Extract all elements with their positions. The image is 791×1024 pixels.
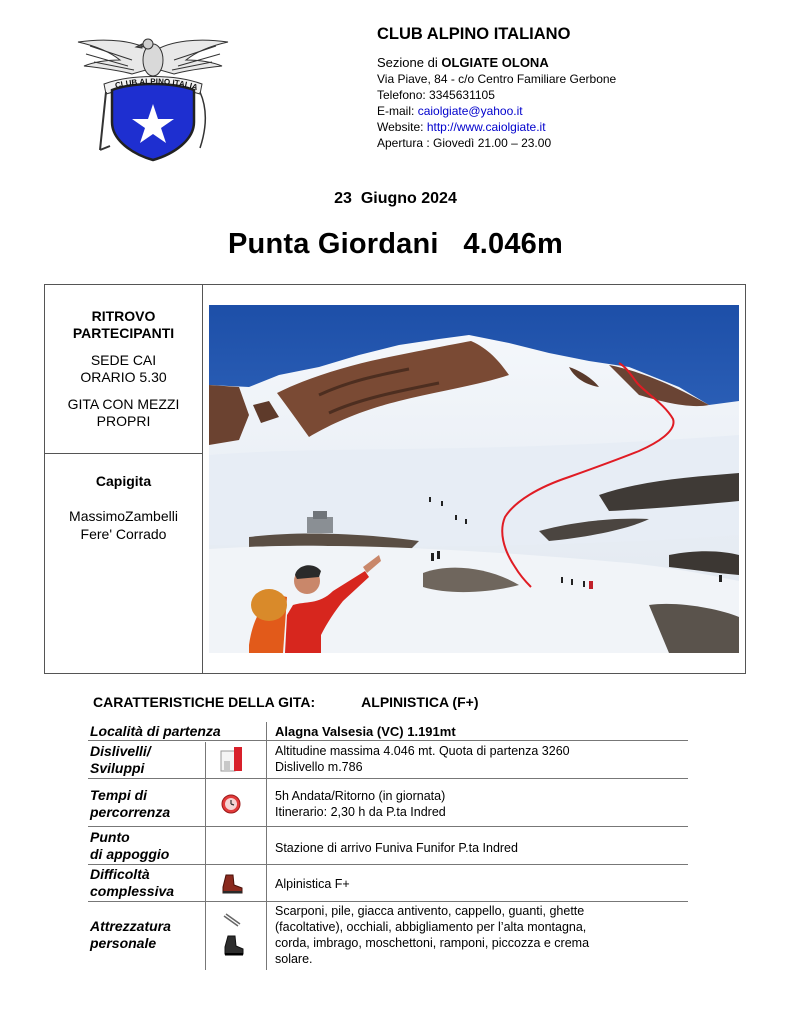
- row-label: Dislivelli/: [90, 743, 151, 759]
- ritrovo-section: [45, 285, 202, 454]
- row-value: Dislivello m.786: [275, 760, 363, 774]
- row-label: Punto: [90, 829, 130, 845]
- row-value: Alagna Valsesia (VC) 1.191mt: [275, 724, 456, 739]
- address: Via Piave, 84 - c/o Centro Familiare Gerbone: [377, 72, 617, 86]
- row-label: complessiva: [90, 883, 175, 899]
- row-label: Attrezzatura: [90, 918, 171, 934]
- elevation-chart-icon: [220, 745, 244, 778]
- ritrovo-heading-line1: RITROVO: [91, 308, 156, 324]
- row-label: Difficoltà: [90, 866, 150, 882]
- row-value: Alpinistica F+: [275, 877, 350, 891]
- capigita-heading: Capigita: [95, 473, 152, 489]
- organization-info: [377, 24, 777, 151]
- website-link[interactable]: http://www.caiolgiate.it: [426, 120, 546, 134]
- email-link[interactable]: caiolgiate@yahoo.it: [417, 104, 523, 118]
- opening-hours: Apertura : Giovedì 21.00 – 23.00: [377, 136, 552, 150]
- row-value: (facoltative), occhiali, abbigliamento per l’alta montagna,: [275, 920, 587, 934]
- table-row: [88, 827, 688, 865]
- row-value: solare.: [275, 952, 313, 966]
- characteristics-heading: [93, 694, 478, 710]
- boot-and-pole-icon: [220, 912, 246, 963]
- row-value: Stazione di arrivo Funiva Funifor P.ta Indred: [275, 841, 518, 855]
- row-label: percorrenza: [90, 804, 171, 820]
- website-line: [377, 119, 777, 135]
- website-label: Website:: [377, 120, 424, 134]
- table-row: [88, 902, 688, 970]
- ritrovo-heading-line2: PARTECIPANTI: [72, 325, 175, 341]
- capigita-section: [45, 454, 202, 543]
- transport-mode-line1: GITA CON MEZZI: [67, 396, 180, 412]
- sezione-line: [377, 55, 777, 71]
- meeting-box: [44, 284, 746, 674]
- table-row: [88, 865, 688, 902]
- row-value: Itinerario: 2,30 h da P.ta Indred: [275, 805, 446, 819]
- phone: Telefono: 3345631105: [377, 88, 495, 102]
- meeting-info-column: [45, 285, 203, 673]
- event-date: 23 Giugno 2024: [334, 190, 457, 207]
- email-line: [377, 103, 777, 119]
- row-label: Sviluppi: [90, 760, 145, 776]
- table-row: [88, 741, 688, 779]
- meeting-place: SEDE CAI: [90, 352, 157, 368]
- table-row: [88, 722, 688, 741]
- row-label: Località di partenza: [90, 723, 221, 739]
- sezione-prefix: Sezione di: [377, 55, 438, 70]
- row-value: 5h Andata/Ritorno (in giornata): [275, 789, 446, 803]
- table-row: [88, 779, 688, 827]
- transport-mode-line2: PROPRI: [96, 413, 151, 429]
- row-label: Tempi di: [90, 787, 148, 803]
- logo-text: CLUB ALPINO ITALIA: [114, 76, 199, 93]
- characteristics-title: CARATTERISTICHE DELLA GITA:: [93, 694, 316, 710]
- email-label: E-mail:: [377, 104, 415, 118]
- hiking-boot-icon: [220, 873, 244, 900]
- difficulty-level: ALPINISTICA (F+): [361, 694, 479, 710]
- leader-name: MassimoZambelli: [69, 508, 178, 524]
- cai-logo: [76, 30, 230, 164]
- org-name: CLUB ALPINO ITALIANO: [377, 25, 571, 43]
- mountain-photo: [209, 305, 739, 653]
- event-title: Punta Giordani 4.046m: [228, 228, 563, 260]
- row-value: Altitudine massima 4.046 mt. Quota di partenza 3260: [275, 744, 570, 758]
- row-label: personale: [90, 935, 157, 951]
- sezione-name: OLGIATE OLONA: [441, 55, 549, 70]
- meeting-time: ORARIO 5.30: [80, 369, 167, 385]
- row-value: Scarponi, pile, giacca antivento, cappello, guanti, ghette: [275, 904, 585, 918]
- leader-name: Fere' Corrado: [80, 526, 167, 542]
- row-label: di appoggio: [90, 846, 170, 862]
- row-value: corda, imbrago, moschettoni, ramponi, piccozza e crema: [275, 936, 590, 950]
- clock-icon: [220, 793, 242, 820]
